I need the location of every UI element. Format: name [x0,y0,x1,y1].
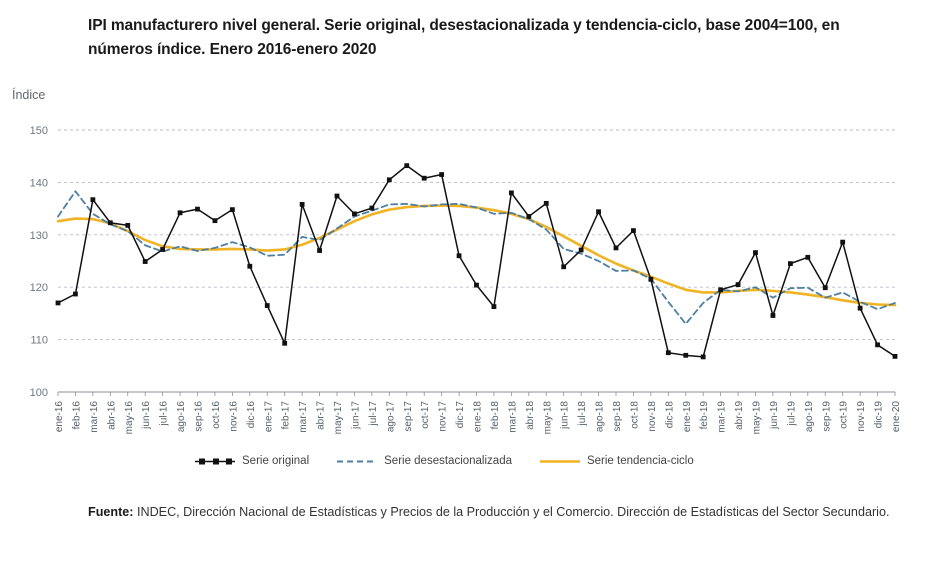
x-tick-label: oct-19 [838,401,850,429]
data-point-marker [387,177,392,182]
legend-label-serie-tendencia-ciclo: Serie tendencia-ciclo [586,455,694,467]
chart-legend [195,455,795,467]
data-point-marker [125,223,130,228]
data-point-marker [648,277,653,282]
x-tick-label: mar-16 [88,401,100,433]
data-point-marker [683,353,688,358]
data-point-marker [352,211,357,216]
data-point-marker [160,247,165,252]
data-point-marker [561,264,566,269]
x-tick-label: ene-18 [472,401,484,433]
data-point-marker [596,209,601,214]
data-point-marker [701,354,706,359]
data-point-marker [457,253,462,258]
x-tick-label: ene-19 [681,401,693,433]
x-tick-label: abr-18 [524,401,536,430]
x-tick-label: ago-19 [803,401,815,433]
source-footnote-text: INDEC, Dirección Nacional de Estadísticas y Precios de la Producción y el Comercio. Dirección de Estadísticas del Sector Secundario. [133,505,890,519]
x-tick-label: feb-18 [489,401,501,430]
x-tick-label: dic-16 [245,401,257,429]
y-tick-label: 140 [29,177,48,190]
y-tick-label: 110 [30,334,48,347]
data-point-marker [718,287,723,292]
x-tick-label: feb-16 [71,401,83,430]
x-tick-label: dic-19 [873,401,885,429]
data-point-marker [108,220,113,225]
data-point-marker [422,176,427,181]
legend-swatch-serie-tendencia-ciclo [540,456,580,467]
x-tick-label: may-16 [123,401,135,435]
series-line-0 [58,166,895,357]
x-tick-label: abr-19 [734,401,746,430]
x-tick-label: jul-17 [367,401,379,426]
data-point-marker [265,303,270,308]
x-tick-label: feb-17 [280,401,292,430]
data-point-marker [840,240,845,245]
x-tick-label: dic-18 [664,401,676,429]
x-tick-label: jul-19 [786,401,798,426]
legend-swatch-serie-desestacionalizada [337,456,377,467]
data-point-marker [736,282,741,287]
data-point-marker [213,218,218,223]
x-tick-label: mar-17 [298,401,310,433]
legend-label-serie-original: Serie original [242,455,310,467]
data-point-marker [753,250,758,255]
legend-item-serie-tendencia-ciclo [540,455,694,467]
x-tick-label: mar-19 [716,401,728,433]
data-point-marker [579,248,584,253]
x-tick-label: mar-18 [507,401,519,433]
data-point-marker [439,172,444,177]
data-point-marker [404,163,409,168]
x-tick-label: abr-16 [106,401,118,430]
data-point-marker [282,341,287,346]
data-point-marker [369,206,374,211]
y-axis-label: Índice [12,88,46,102]
data-point-marker [893,354,898,359]
x-tick-label: may-17 [333,401,344,435]
data-point-marker [614,246,619,251]
x-tick-label: abr-17 [315,401,327,430]
x-tick-label: oct-17 [420,401,432,429]
source-footnote [88,503,898,522]
x-tick-label: jul-18 [577,401,589,426]
data-point-marker [143,259,148,264]
data-point-marker [492,304,497,309]
data-point-marker [195,207,200,212]
legend-swatch-serie-original [195,456,235,467]
page-title: IPI manufacturero nivel general. Serie original, desestacionalizada y tendencia-ciclo, base 2004=100, en números índice. Enero 2016-enero 2020 [88,17,840,59]
y-tick-label: 100 [29,387,48,399]
data-point-marker [544,201,549,206]
data-point-marker [875,342,880,347]
x-tick-label: sep-17 [402,401,414,432]
x-tick-label: nov-16 [228,401,240,432]
x-tick-label: ene-17 [263,401,275,433]
data-point-marker [474,283,479,288]
x-tick-label: nov-17 [437,401,449,432]
x-tick-label: sep-18 [612,401,623,432]
x-tick-label: jun-16 [141,401,153,429]
x-tick-label: ago-18 [594,401,606,433]
series-line-2 [58,205,895,305]
data-point-marker [631,228,636,233]
y-tick-label: 150 [29,125,48,137]
data-point-marker [73,292,78,297]
data-point-marker [823,285,828,290]
x-tick-label: jun-17 [350,401,362,429]
x-tick-label: sep-16 [193,401,205,432]
x-tick-label: nov-19 [856,401,868,432]
data-point-marker [56,301,61,306]
data-point-marker [335,194,340,199]
x-tick-label: ene-20 [891,401,902,433]
data-point-marker [805,255,810,260]
data-point-marker [90,197,95,202]
data-point-marker [788,261,793,266]
legend-label-serie-desestacionalizada: Serie desestacionalizada [384,455,512,467]
data-point-marker [509,190,514,195]
y-tick-label: 130 [29,229,48,242]
x-tick-label: feb-19 [699,401,711,430]
x-tick-label: jun-19 [768,401,780,429]
source-footnote-prefix: Fuente: [88,505,134,519]
data-point-marker [666,350,671,355]
data-point-marker [771,313,776,318]
data-point-marker [178,210,183,215]
x-tick-label: jun-18 [559,401,571,429]
data-point-marker [300,202,305,207]
legend-item-serie-desestacionalizada [337,455,512,467]
y-tick-label: 120 [29,282,48,295]
x-tick-label: dic-17 [455,401,467,429]
x-tick-label: may-19 [751,401,763,435]
data-point-marker [230,207,235,212]
x-tick-label: oct-16 [210,401,222,429]
x-tick-label: ago-17 [385,401,397,433]
x-tick-label: sep-19 [821,401,833,432]
data-point-marker [858,306,863,311]
data-point-marker [317,248,322,253]
legend-item-serie-original [195,455,309,467]
x-tick-label: ene-16 [54,401,65,433]
x-tick-label: nov-18 [646,401,658,432]
data-point-marker [247,264,252,269]
x-tick-label: may-18 [542,401,554,435]
x-tick-label: ago-16 [176,401,188,433]
x-tick-label: oct-18 [629,401,641,429]
x-tick-label: jul-16 [158,401,170,426]
data-point-marker [526,214,531,219]
